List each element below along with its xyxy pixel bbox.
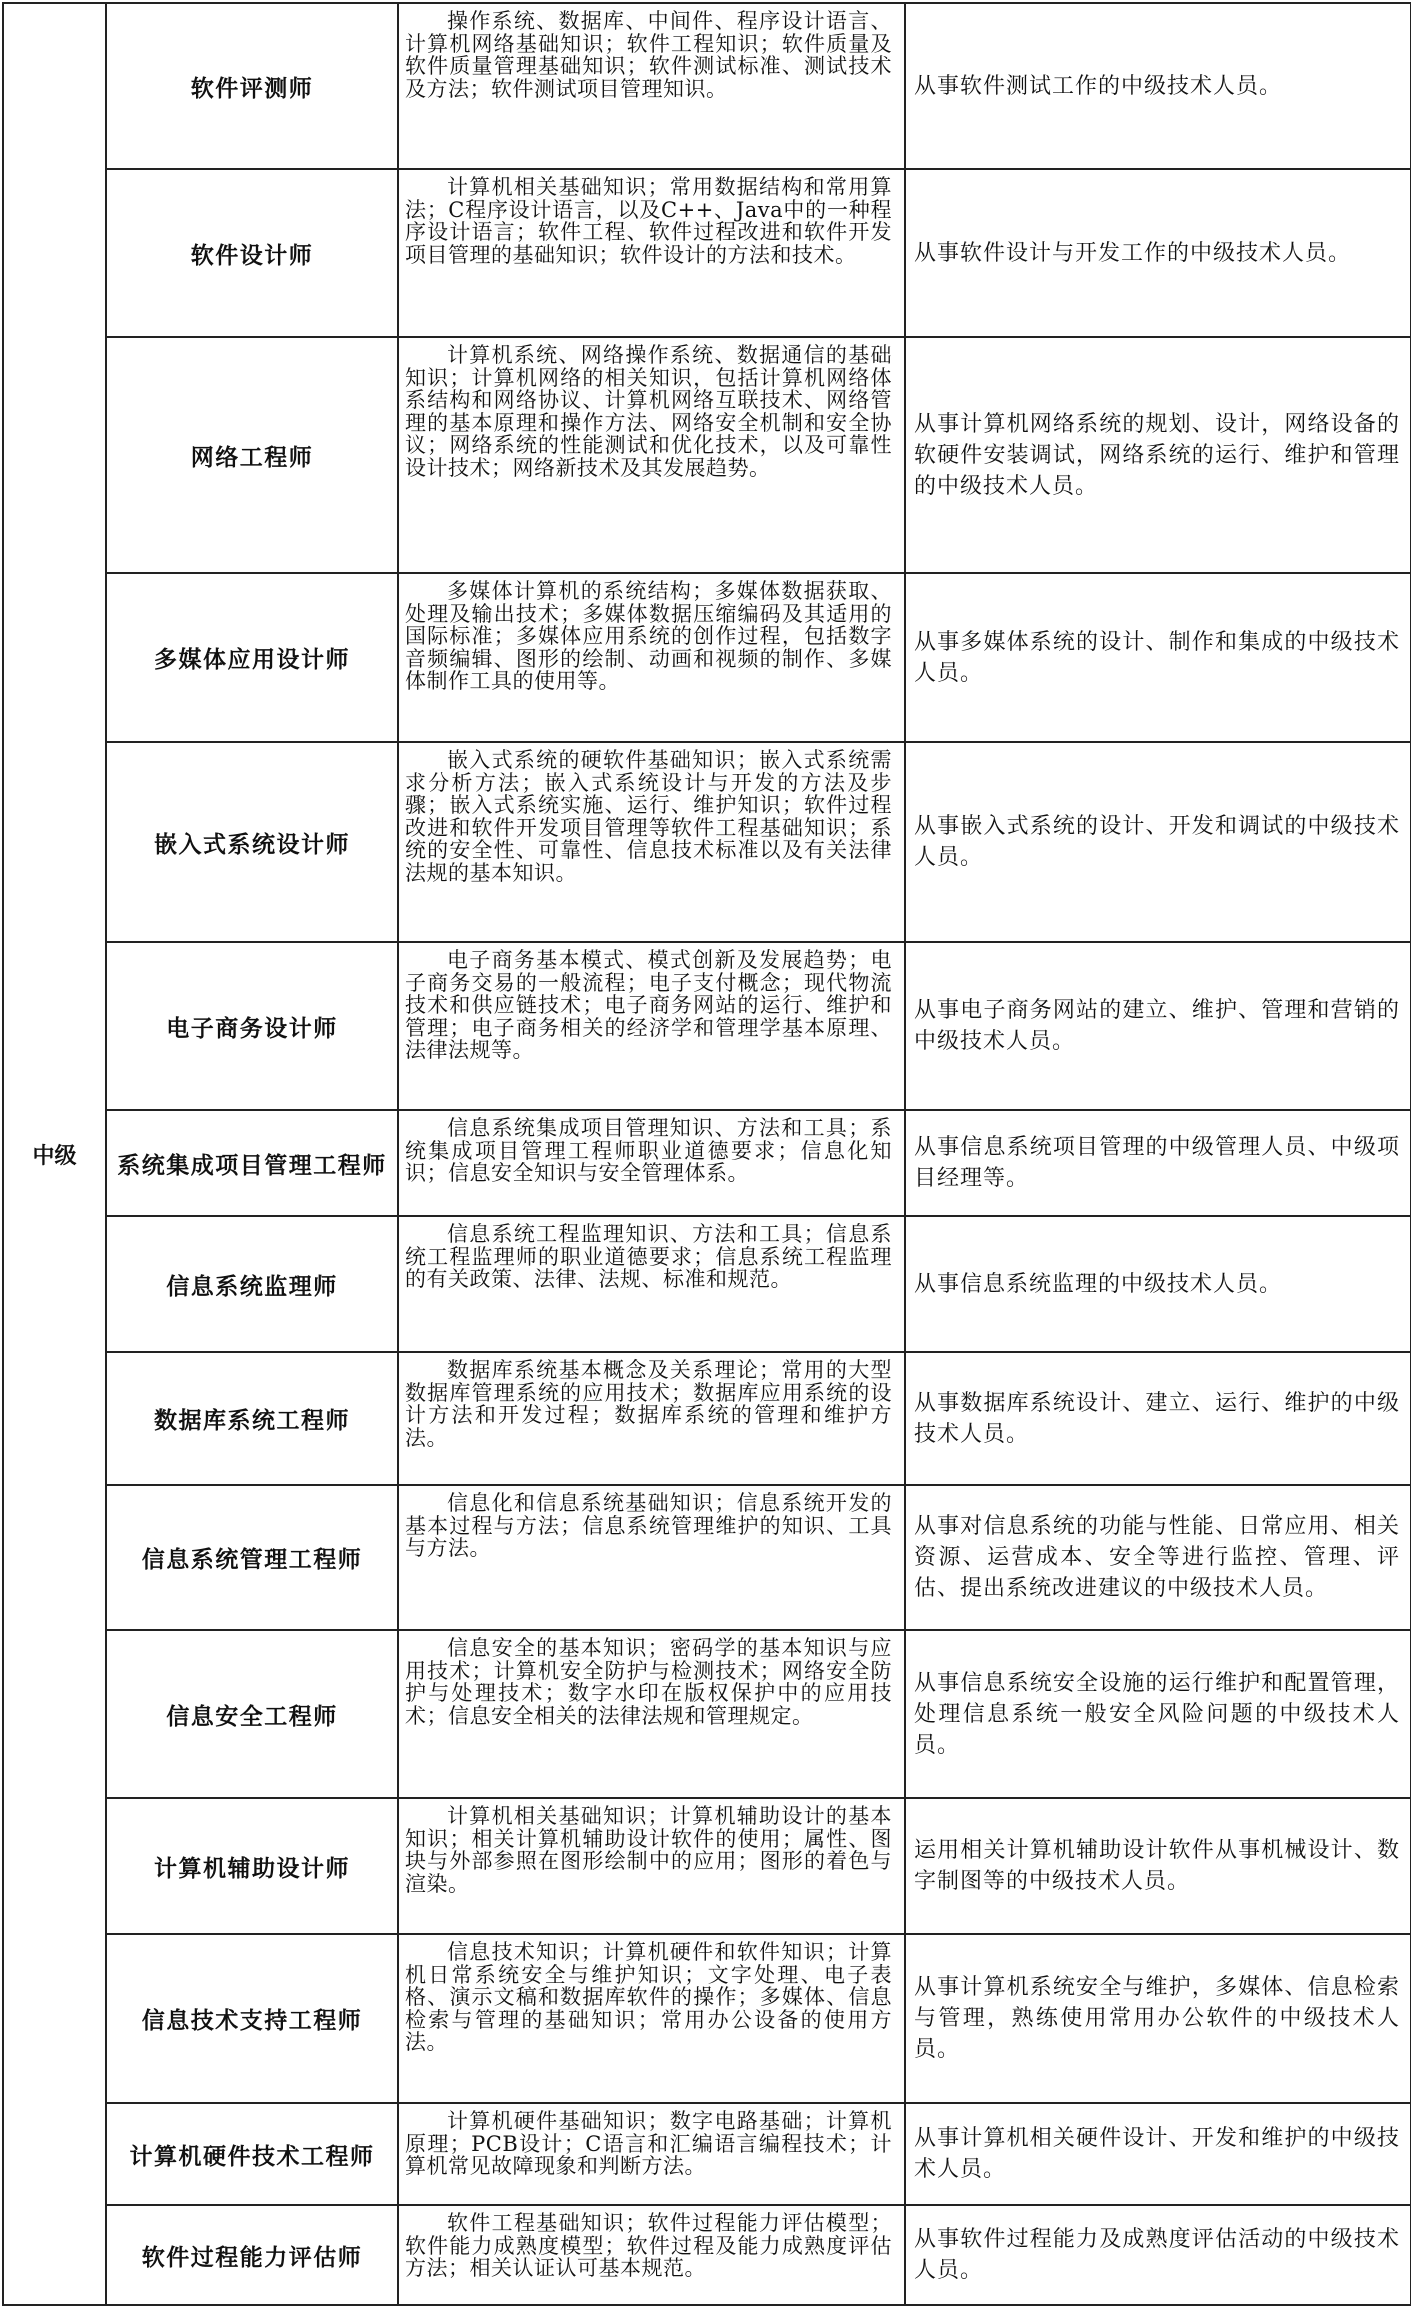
description-cell: 从事电子商务网站的建立、维护、管理和营销的中级技术人员。 [905, 942, 1411, 1110]
knowledge-cell [398, 1352, 905, 1485]
table-row [3, 2103, 1411, 2205]
exam-name: 嵌入式系统设计师 [106, 742, 398, 942]
knowledge-text: 嵌入式系统的硬软件基础知识；嵌入式系统需求分析方法；嵌入式系统设计与开发的方法及步骤；嵌入式系统实施、运行、维护知识；软件过程改进和软件开发项目管理等软件工程基础知识；系统的安全性、可靠性、信息技术标准以及有关法律法规的基本知识。 [405, 748, 892, 885]
knowledge-cell [398, 1798, 905, 1934]
description-cell: 从事软件测试工作的中级技术人员。 [905, 3, 1411, 169]
description-cell: 从事软件过程能力及成熟度评估活动的中级技术人员。 [905, 2205, 1411, 2305]
description-cell: 从事数据库系统设计、建立、运行、维护的中级技术人员。 [905, 1352, 1411, 1485]
knowledge-text: 信息技术知识；计算机硬件和软件知识；计算机日常系统安全与维护知识；文字处理、电子表格、演示文稿和数据库软件的操作；多媒体、信息检索与管理的基础知识；常用办公设备的使用方法。 [405, 1940, 892, 2054]
knowledge-text: 信息化和信息系统基础知识；信息系统开发的基本过程与方法；信息系统管理维护的知识、工具与方法。 [405, 1491, 892, 1560]
level-cell: 中级 [3, 3, 106, 2305]
description-cell: 从事计算机网络系统的规划、设计，网络设备的软硬件安装调试，网络系统的运行、维护和管理的中级技术人员。 [905, 337, 1411, 573]
exam-name: 计算机辅助设计师 [106, 1798, 398, 1934]
table-row [3, 942, 1411, 1110]
knowledge-text: 计算机相关基础知识；计算机辅助设计的基本知识；相关计算机辅助设计软件的使用；属性、图块与外部参照在图形绘制中的应用；图形的着色与渲染。 [405, 1804, 892, 1896]
knowledge-text: 多媒体计算机的系统结构；多媒体数据获取、处理及输出技术；多媒体数据压缩编码及其适用的国际标准；多媒体应用系统的创作过程，包括数字音频编辑、图形的绘制、动画和视频的制作、多媒体制作工具的使用等。 [405, 579, 892, 693]
knowledge-cell [398, 337, 905, 573]
description-cell: 从事信息系统监理的中级技术人员。 [905, 1216, 1411, 1352]
exam-table [2, 2, 1411, 2306]
description-cell: 运用相关计算机辅助设计软件从事机械设计、数字制图等的中级技术人员。 [905, 1798, 1411, 1934]
exam-name: 系统集成项目管理工程师 [106, 1110, 398, 1216]
knowledge-text: 信息系统集成项目管理知识、方法和工具；系统集成项目管理工程师职业道德要求；信息化知识；信息安全知识与安全管理体系。 [405, 1116, 892, 1185]
exam-name: 软件评测师 [106, 3, 398, 169]
knowledge-cell [398, 1216, 905, 1352]
description-cell: 从事多媒体系统的设计、制作和集成的中级技术人员。 [905, 573, 1411, 742]
exam-name: 信息系统监理师 [106, 1216, 398, 1352]
knowledge-cell [398, 3, 905, 169]
table-row [3, 169, 1411, 337]
knowledge-cell [398, 169, 905, 337]
knowledge-text: 信息系统工程监理知识、方法和工具；信息系统工程监理师的职业道德要求；信息系统工程监理的有关政策、法律、法规、标准和规范。 [405, 1222, 892, 1291]
description-cell: 从事嵌入式系统的设计、开发和调试的中级技术人员。 [905, 742, 1411, 942]
table-row [3, 1630, 1411, 1798]
knowledge-cell [398, 1110, 905, 1216]
knowledge-text: 计算机硬件基础知识；数字电路基础；计算机原理；PCB设计；C语言和汇编语言编程技术；计算机常见故障现象和判断方法。 [405, 2109, 892, 2178]
knowledge-text: 软件工程基础知识；软件过程能力评估模型；软件能力成熟度模型；软件过程及能力成熟度评估方法；相关认证认可基本规范。 [405, 2211, 892, 2280]
knowledge-cell [398, 942, 905, 1110]
description-cell: 从事信息系统安全设施的运行维护和配置管理，处理信息系统一般安全风险问题的中级技术人员。 [905, 1630, 1411, 1798]
knowledge-text: 数据库系统基本概念及关系理论；常用的大型数据库管理系统的应用技术；数据库应用系统的设计方法和开发过程；数据库系统的管理和维护方法。 [405, 1358, 892, 1450]
table-row [3, 1485, 1411, 1630]
exam-name: 软件设计师 [106, 169, 398, 337]
knowledge-text: 电子商务基本模式、模式创新及发展趋势；电子商务交易的一般流程；电子支付概念；现代物流技术和供应链技术；电子商务网站的运行、维护和管理；电子商务相关的经济学和管理学基本原理、法律法规等。 [405, 948, 892, 1062]
description-cell: 从事计算机相关硬件设计、开发和维护的中级技术人员。 [905, 2103, 1411, 2205]
knowledge-cell [398, 1934, 905, 2103]
knowledge-cell [398, 2205, 905, 2305]
exam-name: 计算机硬件技术工程师 [106, 2103, 398, 2205]
exam-name: 信息系统管理工程师 [106, 1485, 398, 1630]
table-row [3, 573, 1411, 742]
knowledge-text: 操作系统、数据库、中间件、程序设计语言、计算机网络基础知识；软件工程知识；软件质量及软件质量管理基础知识；软件测试标准、测试技术及方法；软件测试项目管理知识。 [405, 9, 892, 101]
description-cell: 从事计算机系统安全与维护，多媒体、信息检索与管理，熟练使用常用办公软件的中级技术人员。 [905, 1934, 1411, 2103]
exam-name: 信息安全工程师 [106, 1630, 398, 1798]
table-row [3, 742, 1411, 942]
description-cell: 从事对信息系统的功能与性能、日常应用、相关资源、运营成本、安全等进行监控、管理、评估、提出系统改进建议的中级技术人员。 [905, 1485, 1411, 1630]
table-row [3, 1216, 1411, 1352]
knowledge-cell [398, 742, 905, 942]
exam-name: 数据库系统工程师 [106, 1352, 398, 1485]
exam-name: 电子商务设计师 [106, 942, 398, 1110]
knowledge-text: 计算机相关基础知识；常用数据结构和常用算法；C程序设计语言，以及C++、Java中的一种程序设计语言；软件工程、软件过程改进和软件开发项目管理的基础知识；软件设计的方法和技术。 [405, 175, 892, 267]
knowledge-cell [398, 573, 905, 742]
table-row [3, 3, 1411, 169]
table-row [3, 1798, 1411, 1934]
table-row [3, 337, 1411, 573]
table-row [3, 1934, 1411, 2103]
exam-name: 网络工程师 [106, 337, 398, 573]
knowledge-text: 计算机系统、网络操作系统、数据通信的基础知识；计算机网络的相关知识，包括计算机网络体系结构和网络协议、计算机网络互联技术、网络管理的基本原理和操作方法、网络安全机制和安全协议；网络系统的性能测试和优化技术，以及可靠性设计技术；网络新技术及其发展趋势。 [405, 343, 892, 480]
table-row [3, 2205, 1411, 2305]
description-cell: 从事软件设计与开发工作的中级技术人员。 [905, 169, 1411, 337]
knowledge-cell [398, 1630, 905, 1798]
exam-name: 软件过程能力评估师 [106, 2205, 398, 2305]
knowledge-cell [398, 2103, 905, 2205]
exam-name: 多媒体应用设计师 [106, 573, 398, 742]
table-row [3, 1352, 1411, 1485]
description-cell: 从事信息系统项目管理的中级管理人员、中级项目经理等。 [905, 1110, 1411, 1216]
knowledge-text: 信息安全的基本知识；密码学的基本知识与应用技术；计算机安全防护与检测技术；网络安全防护与处理技术；数字水印在版权保护中的应用技术；信息安全相关的法律法规和管理规定。 [405, 1636, 892, 1728]
exam-name: 信息技术支持工程师 [106, 1934, 398, 2103]
knowledge-cell [398, 1485, 905, 1630]
table-row [3, 1110, 1411, 1216]
